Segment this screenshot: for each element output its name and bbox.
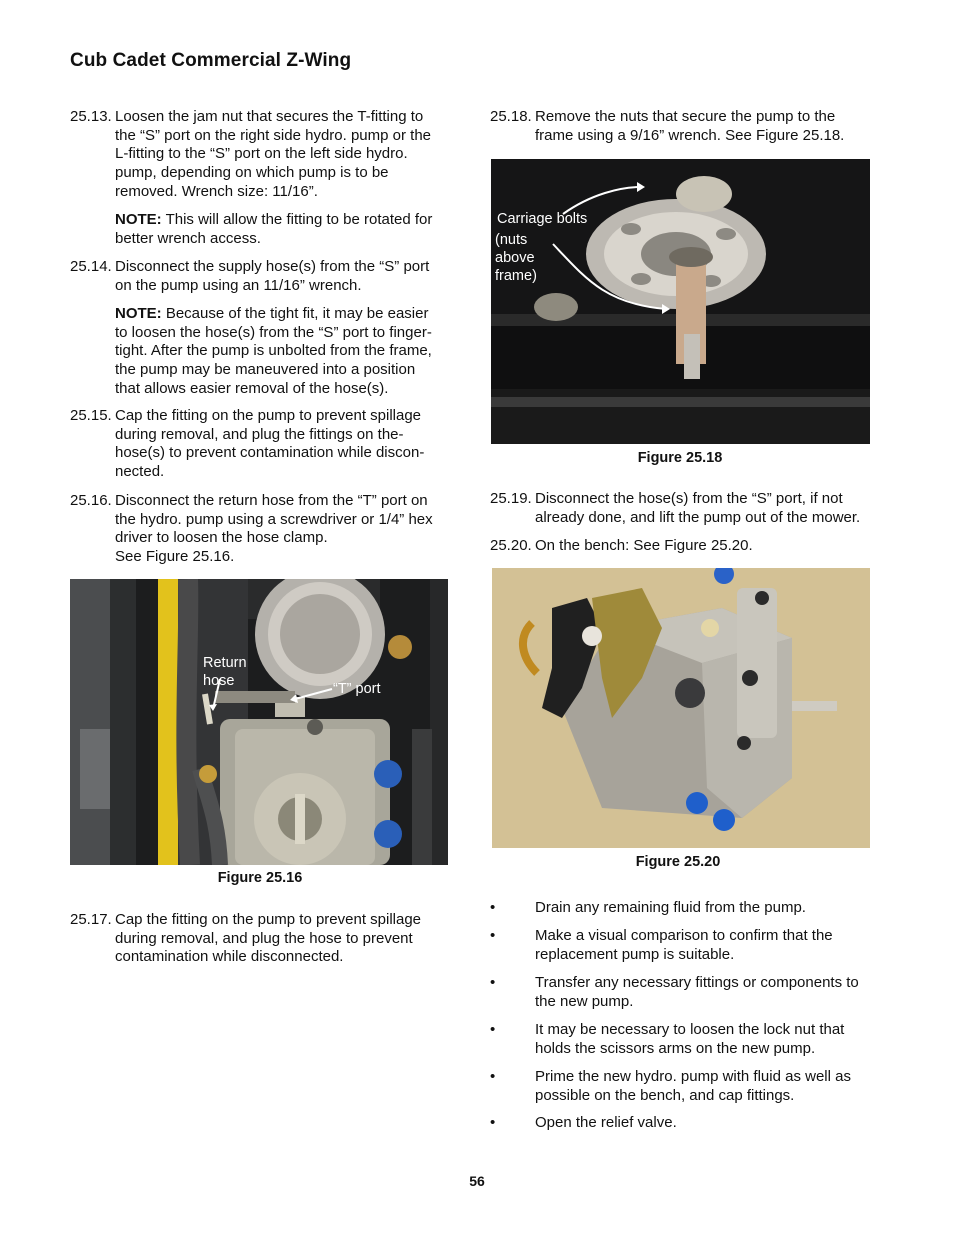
step-text-line: the hydro. pump using a screwdriver or 1/4” hex xyxy=(115,510,433,528)
step-text-line: contamination while disconnected. xyxy=(115,948,344,966)
bullet-text-line: Make a visual comparison to confirm that the xyxy=(535,927,833,944)
step-text-line: Remove the nuts that secure the pump to the xyxy=(535,108,836,125)
step-number: 25.17. xyxy=(70,911,112,928)
step-text-line: Cap the fitting on the pump to prevent spillage xyxy=(115,407,422,424)
step-text-line: Loosen the jam nut that secures the T-fitting to xyxy=(115,108,424,125)
bullet-text-line: Prime the new hydro. pump with fluid as well as xyxy=(535,1068,851,1085)
bullet-dot: • xyxy=(490,974,496,991)
note-tight-fit xyxy=(115,305,455,399)
step-25-20 xyxy=(490,537,890,557)
bullet-dot: • xyxy=(490,1068,496,1085)
step-text-line: removed. Wrench size: 11/16”. xyxy=(115,182,318,200)
figure-callout-arrows xyxy=(70,579,448,865)
bullet-text-line: It may be necessary to loosen the lock nut that xyxy=(535,1021,845,1038)
step-25-18 xyxy=(490,108,890,148)
bullet-dot: • xyxy=(490,1114,496,1131)
step-text-line: on the pump using an 11/16” wrench. xyxy=(115,276,362,294)
page-number: 56 xyxy=(469,1173,485,1189)
bullet-text-line: possible on the bench, and cap fittings. xyxy=(535,1086,795,1104)
step-text-line: already done, and lift the pump out of the mower. xyxy=(535,508,861,526)
bullet-text-line: Transfer any necessary fittings or components to xyxy=(535,974,859,991)
note-text-line: that allows easier removal of the hose(s). xyxy=(115,379,389,397)
figure-callout-arrows xyxy=(491,159,870,444)
note-text-line: the pump may be maneuvered into a position xyxy=(115,361,416,379)
note-text-line: tight. After the pump is unbolted from the frame, xyxy=(115,342,432,360)
figure-25-18-caption: Figure 25.18 xyxy=(637,450,723,466)
step-25-14 xyxy=(70,258,460,298)
step-text-line: the “S” port on the right side hydro. pump or the xyxy=(115,126,432,144)
bullet-text-line: the new pump. xyxy=(535,992,634,1010)
step-number: 25.15. xyxy=(70,407,112,424)
step-text-line: On the bench: See Figure 25.20. xyxy=(535,537,753,554)
figure-25-16-caption: Figure 25.16 xyxy=(217,870,303,886)
step-25-17 xyxy=(70,911,460,971)
t-port-label: “T” port xyxy=(333,681,381,697)
note-fitting-rotation xyxy=(115,211,455,248)
step-number: 25.20. xyxy=(490,537,532,554)
bullet-text-line: Drain any remaining fluid from the pump. xyxy=(535,899,806,916)
step-number: 25.14. xyxy=(70,258,112,275)
step-25-16 xyxy=(70,492,460,570)
note-text-line: Because of the tight fit, it may be easier xyxy=(161,305,429,322)
bullet-text-line: Open the relief valve. xyxy=(535,1114,677,1131)
bullet-dot: • xyxy=(490,899,496,916)
step-text-line: hose(s) to prevent contamination while discon- xyxy=(115,444,425,462)
step-text-line: nected. xyxy=(115,463,165,481)
step-text-line: during removal, and plug the fittings on the- xyxy=(115,425,404,443)
bullet-text-line: holds the scissors arms on the new pump. xyxy=(535,1039,816,1057)
bullet-dot: • xyxy=(490,1021,496,1038)
step-text-line: Disconnect the supply hose(s) from the “S” port xyxy=(115,258,430,275)
step-text-line: Disconnect the return hose from the “T” port on xyxy=(115,492,428,509)
note-label: NOTE: xyxy=(115,305,162,322)
hydro-pump-on-bench-photo xyxy=(492,568,870,848)
step-number: 25.19. xyxy=(490,490,532,507)
note-text-line: better wrench access. xyxy=(115,229,261,247)
step-text-line: driver to loosen the hose clamp. xyxy=(115,529,328,547)
step-number: 25.16. xyxy=(70,492,112,509)
step-number: 25.18. xyxy=(490,108,532,125)
step-text-line: pump, depending on which pump is to be xyxy=(115,164,389,182)
nuts-above-frame-label: (nuts above frame) xyxy=(495,232,537,284)
step-text-line: Disconnect the hose(s) from the “S” port, if not xyxy=(535,490,843,507)
carriage-bolts-label: Carriage bolts xyxy=(497,211,588,227)
step-text-line: during removal, and plug the hose to prevent xyxy=(115,929,413,947)
step-text-line: frame using a 9/16” wrench. See Figure 25.18. xyxy=(535,126,845,144)
page-title: Cub Cadet Commercial Z-Wing xyxy=(70,50,352,71)
step-25-15 xyxy=(70,407,460,485)
step-text-line: Cap the fitting on the pump to prevent spillage xyxy=(115,911,422,928)
figure-25-20-caption: Figure 25.20 xyxy=(635,854,721,870)
bullet-dot: • xyxy=(490,927,496,944)
step-text-line: L-fitting to the “S” port on the left side hydro. xyxy=(115,145,408,163)
figure-25-16-photo xyxy=(70,579,448,865)
bullet-text-line: replacement pump is suitable. xyxy=(535,945,735,963)
note-label: NOTE: xyxy=(115,211,162,228)
return-hose-label: Return hose xyxy=(203,655,247,689)
figure-25-20-photo xyxy=(492,568,870,848)
step-25-13 xyxy=(70,108,460,204)
note-text-line: to loosen the hose(s) from the “S” port to finger- xyxy=(115,323,432,341)
step-25-19 xyxy=(490,490,890,530)
note-text-line: This will allow the fitting to be rotated for xyxy=(161,211,433,228)
step-text-line: See Figure 25.16. xyxy=(115,548,235,566)
figure-25-18-photo xyxy=(491,159,870,444)
step-number: 25.13. xyxy=(70,108,112,125)
